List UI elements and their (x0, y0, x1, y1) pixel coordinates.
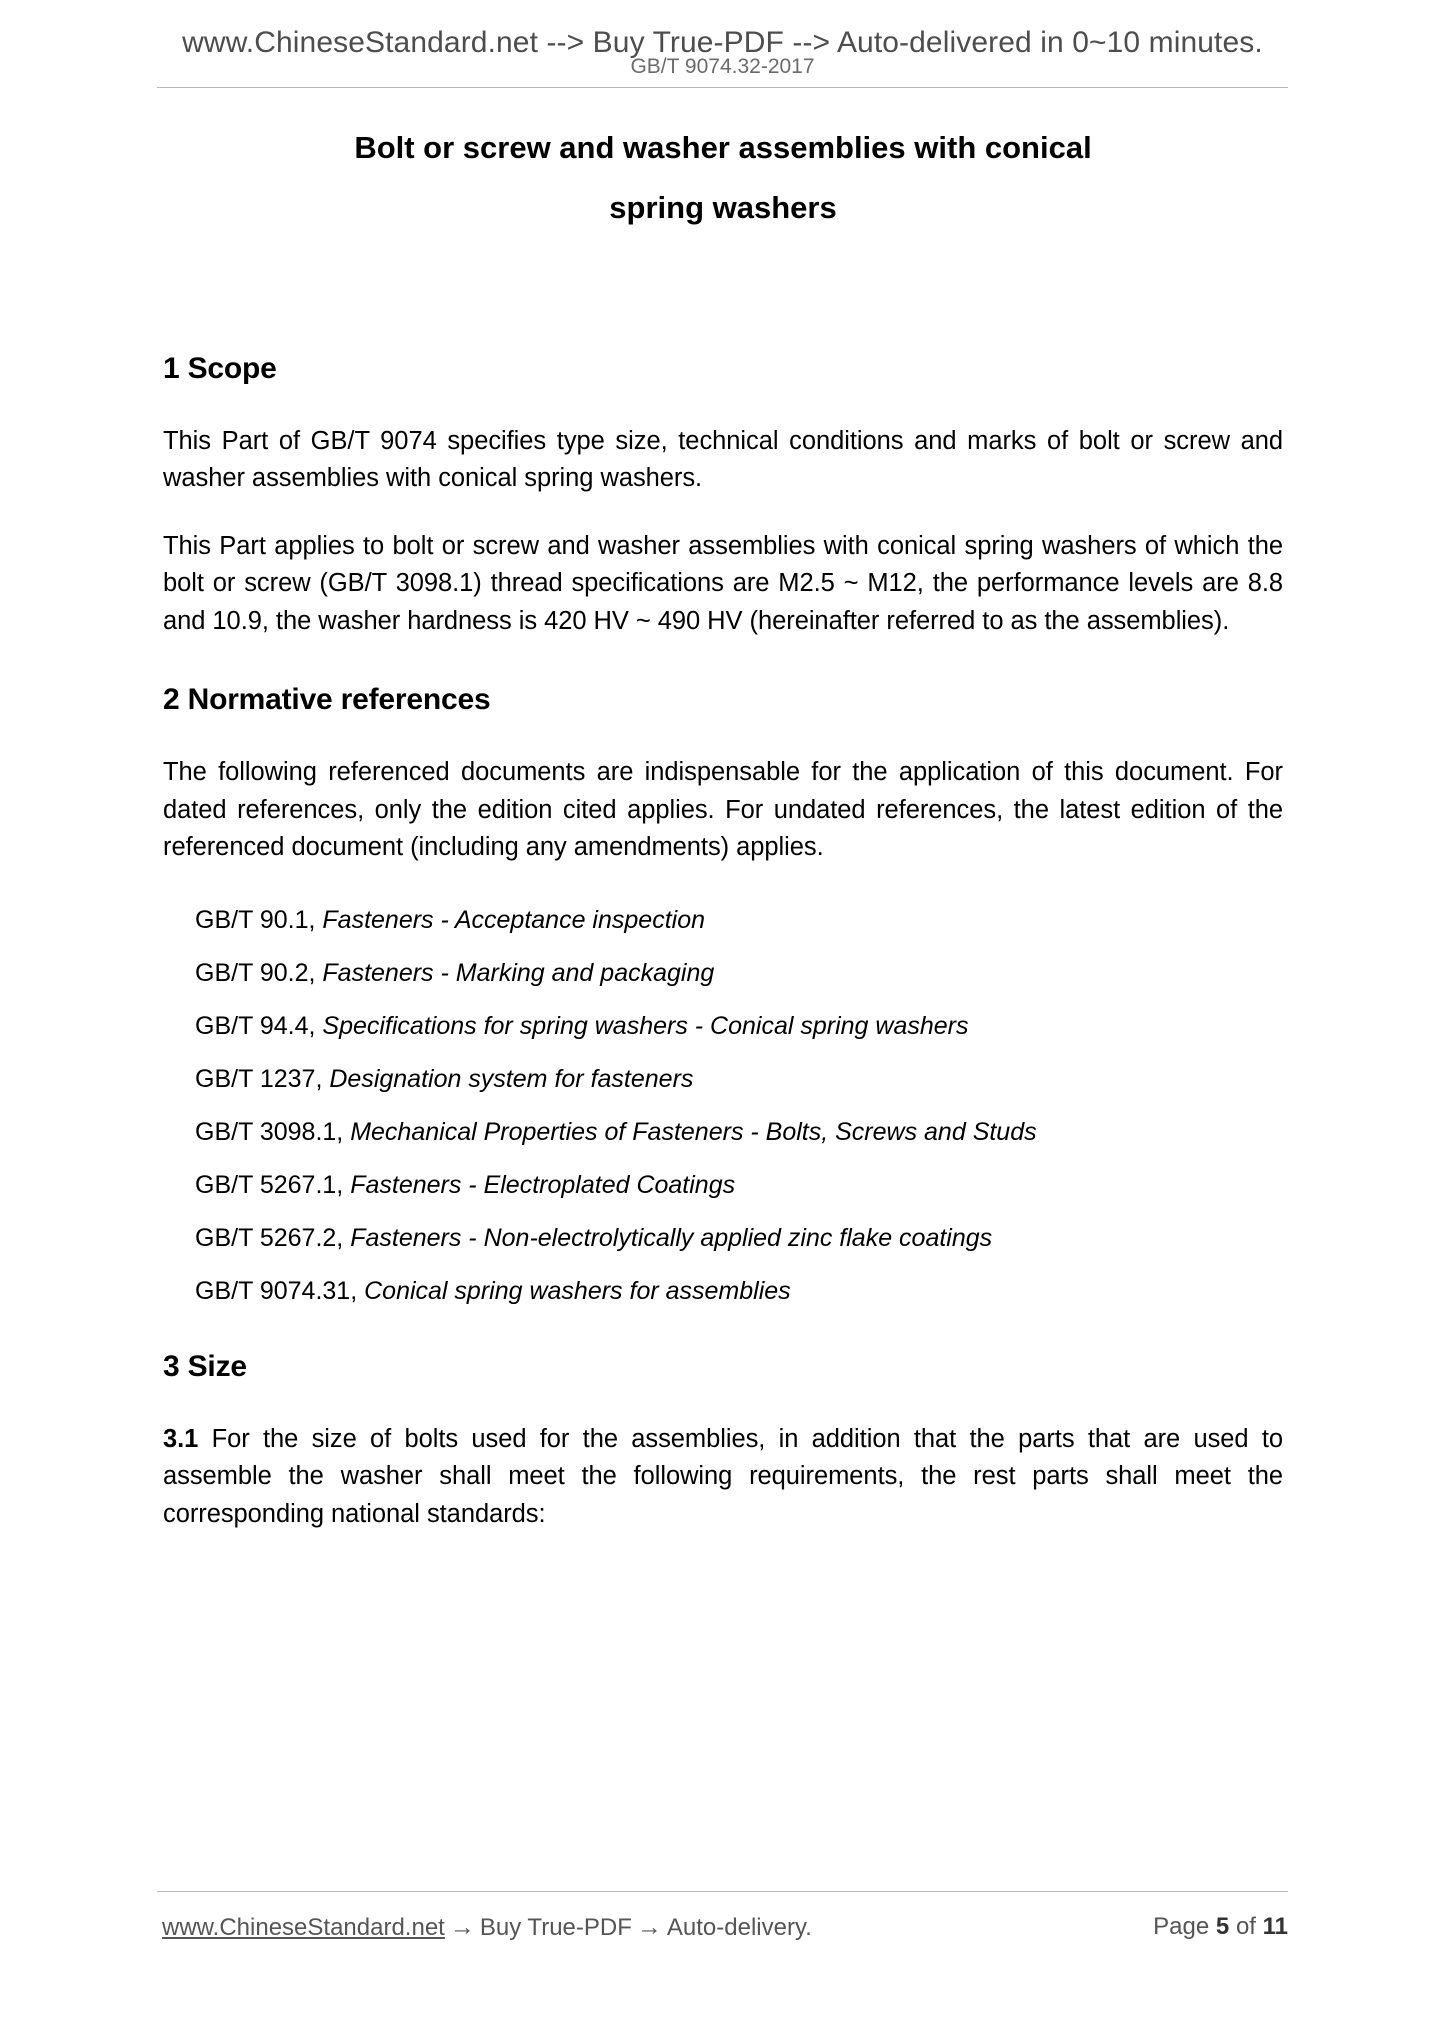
reference-title: Mechanical Properties of Fasteners - Bolts, Screws and Studs (350, 1117, 1037, 1146)
document-title-line-1: Bolt or screw and washer assemblies with conical (354, 130, 1092, 165)
reference-title: Fasteners - Acceptance inspection (322, 905, 705, 934)
heading-2-normative-references: 2 Normative references (163, 683, 491, 717)
reference-code: GB/T 94.4, (195, 1011, 316, 1040)
footer-buy-text: Buy True-PDF (479, 1914, 632, 1941)
of-label: of (1235, 1913, 1256, 1940)
list-item (163, 903, 1283, 938)
reference-title: Conical spring washers for assemblies (364, 1276, 791, 1305)
list-item (163, 1009, 1283, 1044)
page-total: 11 (1262, 1913, 1288, 1940)
list-item (163, 1168, 1283, 1203)
arrow-right-icon: → (449, 1913, 475, 1941)
normative-reference-list (163, 903, 1283, 1309)
reference-title: Designation system for fasteners (329, 1064, 694, 1093)
list-item (163, 1274, 1283, 1309)
header-divider (157, 87, 1288, 88)
reference-code: GB/T 90.1, (195, 905, 316, 934)
promo-watermark-header: www.ChineseStandard.net --> Buy True-PDF --> Auto-delivered in 0~10 minutes. (182, 26, 1263, 59)
heading-3-size: 3 Size (163, 1349, 247, 1383)
list-item (163, 1221, 1283, 1256)
page-label: Page (1153, 1913, 1210, 1940)
list-item (163, 1062, 1283, 1097)
footer-delivery-text: Auto-delivery. (666, 1914, 812, 1941)
reference-code: GB/T 9074.31, (195, 1276, 358, 1305)
document-content (163, 118, 1283, 1533)
standard-number-header: GB/T 9074.32-2017 (630, 55, 815, 78)
reference-code: GB/T 90.2, (195, 958, 316, 987)
reference-code: GB/T 5267.1, (195, 1170, 344, 1199)
footer-website-link[interactable]: www.ChineseStandard.net (162, 1914, 445, 1941)
scope-paragraph-2: This Part applies to bolt or screw and washer assemblies with conical spring washers of which the bolt or screw (GB/T 3098.1) thread specifications are M2.5 ~ M12, the performance levels are 8.8 and 10.9, the washer hardness is 420 HV ~ 490 HV (hereinafter referred to as the assemblies). (163, 531, 1283, 635)
document-title-line-2: spring washers (609, 190, 837, 226)
reference-title: Fasteners - Electroplated Coatings (350, 1170, 736, 1199)
normative-references-paragraph: The following referenced documents are indispensable for the application of this document. For dated references, only the edition cited applies. For undated references, the latest edition of the referenced document (including any amendments) applies. (163, 758, 1283, 862)
page-number: 5 (1215, 1913, 1230, 1940)
page-indicator (1153, 1913, 1288, 1941)
arrow-right-icon: → (636, 1913, 662, 1941)
reference-title: Fasteners - Non-electrolytically applied zinc flake coatings (350, 1223, 993, 1252)
heading-1-scope: 1 Scope (163, 351, 277, 385)
reference-title: Specifications for spring washers - Conical spring washers (322, 1011, 969, 1040)
scope-paragraph-1: This Part of GB/T 9074 specifies type size, technical conditions and marks of bolt or screw and washer assemblies with conical spring washers. (163, 426, 1283, 493)
page-footer (157, 1913, 1288, 1953)
list-item (163, 1115, 1283, 1150)
document-title (163, 118, 1283, 239)
reference-title: Fasteners - Marking and packaging (322, 958, 715, 987)
clause-number: 3.1 (163, 1424, 199, 1453)
reference-code: GB/T 5267.2, (195, 1223, 344, 1252)
clause-text: For the size of bolts used for the assemblies, in addition that the parts that are used to assemble the washer shall meet the following requirements, the rest parts shall meet the corresponding national standards: (163, 1424, 1283, 1528)
list-item (163, 956, 1283, 991)
reference-code: GB/T 1237, (195, 1064, 323, 1093)
footer-promo (162, 1913, 812, 1942)
reference-code: GB/T 3098.1, (195, 1117, 344, 1146)
clause-3-1-paragraph (163, 1421, 1283, 1533)
footer-divider (157, 1891, 1288, 1892)
